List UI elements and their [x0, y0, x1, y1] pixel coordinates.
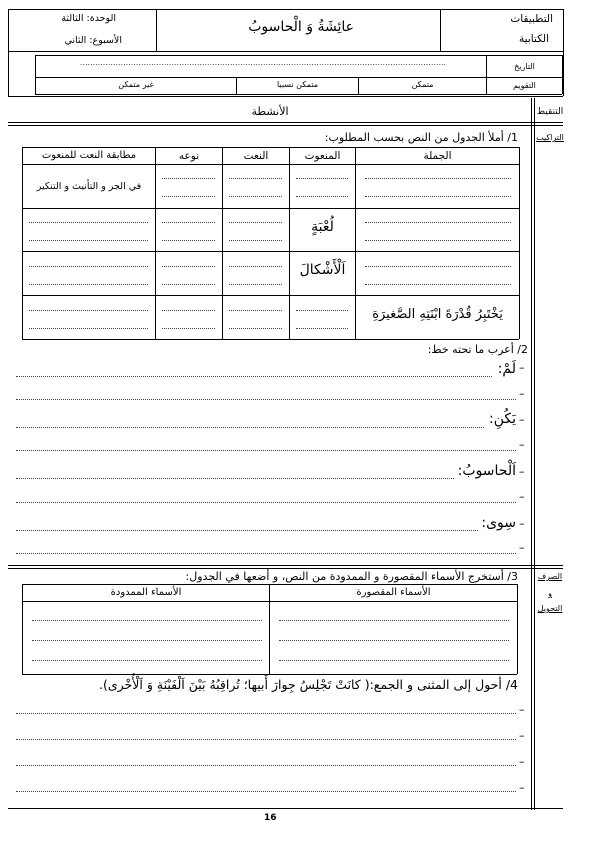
q3-prompt: 3/ أستخرج الأسماء المقصورة و الممدودة من النص، و أضعها في الجدول:: [185, 570, 518, 583]
answer-line[interactable]: [16, 427, 484, 428]
q1-row1-agreement: في الجر و التأنيث و التنكير: [36, 181, 142, 192]
q1-header-type: نوعه: [178, 150, 200, 162]
page-number: 16: [264, 813, 277, 823]
answer-line[interactable]: [16, 530, 478, 531]
answer-line[interactable]: [279, 660, 509, 661]
section-label-morphology-3: التحويل: [537, 604, 563, 613]
unit-label: الوحدة: الثالثة: [61, 13, 116, 24]
answer-line[interactable]: [16, 502, 516, 503]
date-label: التاريخ: [514, 62, 535, 71]
lesson-title: عائِشَةُ وَ الْحاسوبُ: [248, 19, 354, 35]
q2-prompt: 2/ أعرب ما تحته خط:: [427, 343, 528, 356]
level-proficient[interactable]: متمكن: [411, 80, 434, 89]
answer-line[interactable]: [16, 399, 516, 400]
section-label-morphology-2: و: [548, 589, 552, 598]
q2-word-siwa: سِوى:: [481, 515, 516, 531]
section-label-syntax: التراكيب: [536, 133, 564, 142]
q1-header-described: المنعوت: [304, 150, 341, 162]
answer-line[interactable]: [32, 660, 262, 661]
q1-header-agreement: مطابقة النعت للمنعوت: [41, 150, 137, 161]
answer-line[interactable]: [16, 553, 516, 554]
answer-line[interactable]: [16, 450, 516, 451]
answer-line[interactable]: [16, 376, 492, 377]
q1-header-sentence: الجملة: [423, 150, 452, 162]
answer-line[interactable]: [16, 713, 516, 714]
q1-row4-sentence: يَخْتَبِرُ قُدْرَةَ ابْنَتِهِ الصَّغيرَةِ: [372, 307, 503, 322]
grading-title: التنقيط: [536, 107, 564, 117]
level-partially-proficient[interactable]: متمكن نسبيا: [276, 80, 318, 89]
date-value[interactable]: ................................................................................................................................................: [79, 58, 447, 67]
answer-line[interactable]: [16, 478, 454, 479]
q2-word-yakun: يَكُنِ:: [488, 411, 516, 427]
level-not-proficient[interactable]: غير متمكن: [118, 80, 154, 89]
answer-line[interactable]: [16, 739, 516, 740]
section-label-morphology-1: الصرف: [537, 572, 563, 581]
q1-row3-described: اَلْأَشْكالَ: [299, 262, 346, 278]
q3-header-maqsura: الأسماء المقصورة: [356, 587, 431, 598]
q4-prompt: 4/ أحول إلى المثنى و الجمع:( كانَتْ تَجْلِسُ جِوارَ أَبيها؛ تُراقِبُهُ بَيْنَ اَلْفَيْنَةِ وَ اَلْأُخْرى).: [99, 677, 518, 692]
answer-line[interactable]: [279, 640, 509, 641]
q1-header-adjective: النعت: [243, 150, 269, 162]
answer-line[interactable]: [16, 765, 516, 766]
subject-line-1: التطبيقات: [510, 13, 553, 25]
q2-word-computer: اَلْحاسوبُ:: [457, 463, 516, 479]
week-label: الأسبوع: الثاني: [64, 35, 122, 46]
answer-line[interactable]: [32, 640, 262, 641]
answer-line[interactable]: [16, 791, 516, 792]
answer-line[interactable]: [279, 620, 509, 621]
q2-word-lam: لَمْ:: [497, 361, 516, 377]
q3-header-mamduda: الأسماء الممدودة: [110, 587, 182, 598]
subject-line-2: الكتابية: [518, 33, 549, 45]
q1-row2-described: لُعْبَةٍ: [311, 219, 334, 235]
activities-title: الأنشطة: [251, 105, 289, 118]
q1-prompt: 1/ أملأ الجدول من النص بحسب المطلوب:: [324, 131, 518, 144]
evaluation-label: التقويم: [513, 81, 536, 90]
answer-line[interactable]: [32, 620, 262, 621]
